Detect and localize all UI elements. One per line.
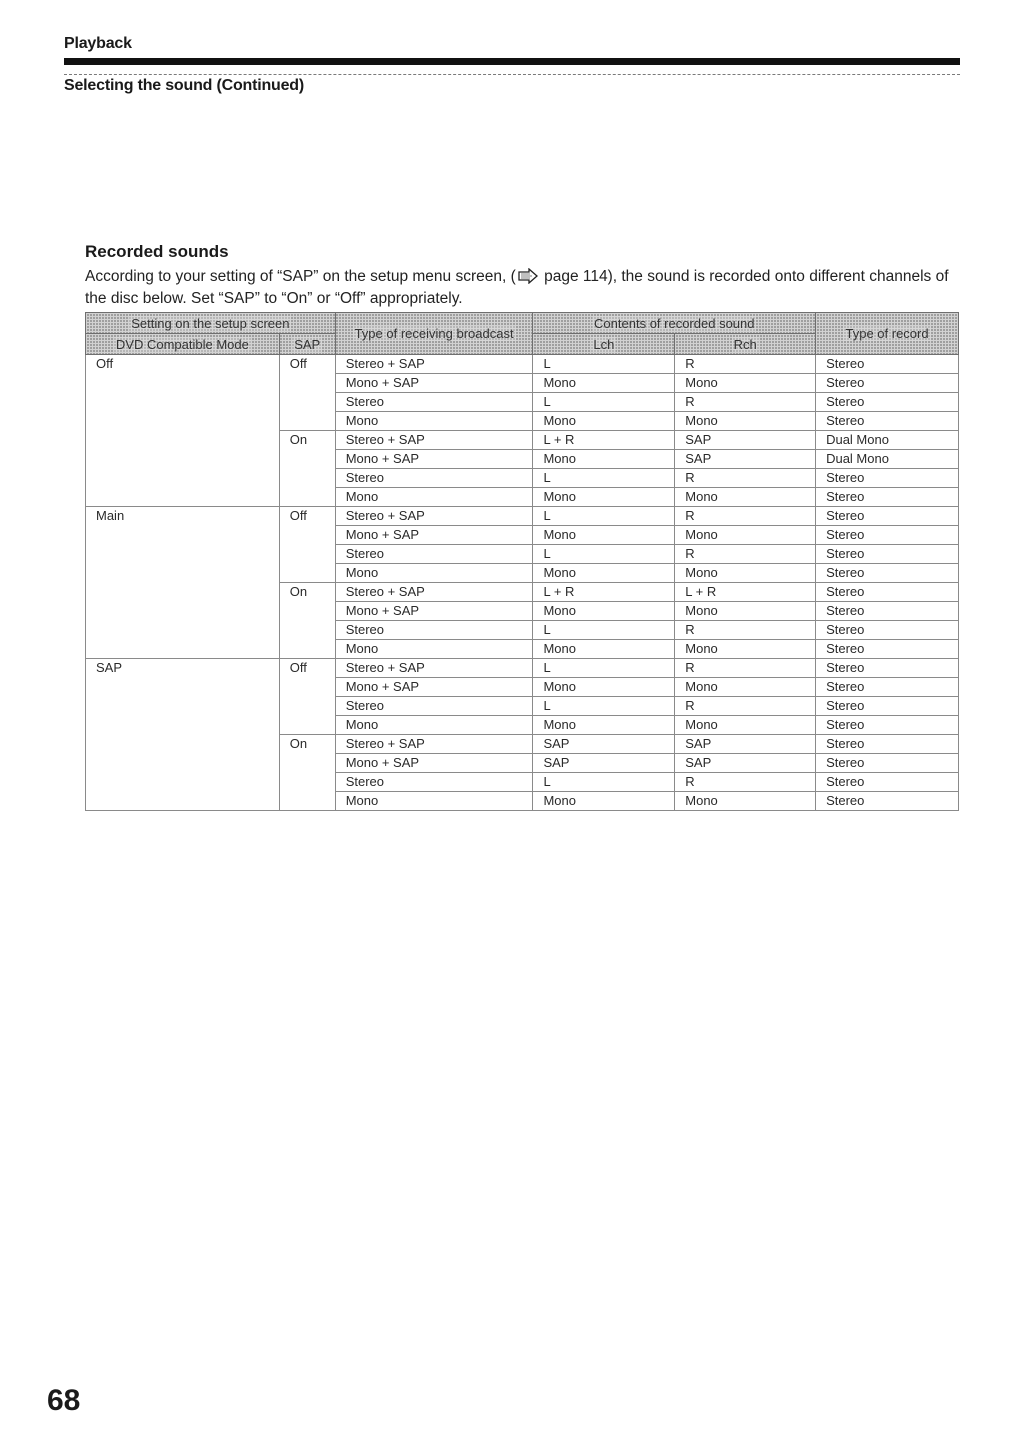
cell-rch: SAP (675, 431, 816, 450)
cell-rch: R (675, 393, 816, 412)
cell-rch: SAP (675, 450, 816, 469)
cell-rch: Mono (675, 412, 816, 431)
cell-broadcast: Mono + SAP (335, 678, 533, 697)
cell-rch: R (675, 469, 816, 488)
intro-text-end: page 114), the sound is recorded onto different channels of the disc below. Set “SAP” to “On” or “Off” appropriately. (85, 268, 949, 307)
cell-record-type: Dual Mono (816, 431, 959, 450)
cell-rch: R (675, 355, 816, 374)
cell-broadcast: Mono + SAP (335, 602, 533, 621)
cell-rch: R (675, 659, 816, 678)
cell-lch: L (533, 545, 675, 564)
cell-rch: Mono (675, 716, 816, 735)
cell-lch: Mono (533, 678, 675, 697)
cell-lch: Mono (533, 488, 675, 507)
table-row (86, 659, 959, 678)
cell-record-type: Stereo (816, 355, 959, 374)
cell-rch: L + R (675, 583, 816, 602)
cell-record-type: Stereo (816, 583, 959, 602)
header-rule-thick (64, 58, 960, 65)
cell-dvd-mode: Off (86, 355, 280, 507)
cell-dvd-mode: Main (86, 507, 280, 659)
cell-lch: L + R (533, 431, 675, 450)
section-title: Playback (64, 35, 132, 52)
cell-record-type: Stereo (816, 469, 959, 488)
cell-lch: L (533, 697, 675, 716)
cell-rch: SAP (675, 754, 816, 773)
table-row (86, 355, 959, 374)
cell-sap: Off (279, 507, 335, 583)
cell-broadcast: Stereo + SAP (335, 735, 533, 754)
cell-broadcast: Mono (335, 640, 533, 659)
cell-lch: L (533, 621, 675, 640)
cell-lch: Mono (533, 602, 675, 621)
cell-lch: L (533, 507, 675, 526)
cell-sap: On (279, 431, 335, 507)
cell-broadcast: Mono (335, 564, 533, 583)
cell-record-type: Stereo (816, 773, 959, 792)
cell-broadcast: Stereo (335, 393, 533, 412)
cell-broadcast: Stereo + SAP (335, 659, 533, 678)
cell-broadcast: Mono (335, 792, 533, 811)
intro-text-start: According to your setting of “SAP” on the setup menu screen, ( (85, 268, 516, 285)
cell-broadcast: Mono (335, 716, 533, 735)
cell-broadcast: Mono (335, 412, 533, 431)
cell-record-type: Stereo (816, 678, 959, 697)
cell-rch: Mono (675, 640, 816, 659)
header-lch: Lch (533, 334, 675, 355)
cell-rch: R (675, 507, 816, 526)
cell-lch: Mono (533, 412, 675, 431)
cell-rch: R (675, 545, 816, 564)
cell-lch: Mono (533, 640, 675, 659)
cell-lch: SAP (533, 735, 675, 754)
cell-rch: Mono (675, 526, 816, 545)
cell-broadcast: Stereo + SAP (335, 431, 533, 450)
intro-paragraph (85, 267, 965, 308)
cell-lch: Mono (533, 792, 675, 811)
cell-lch: L (533, 659, 675, 678)
cell-record-type: Stereo (816, 393, 959, 412)
subsection-title: Selecting the sound (Continued) (64, 77, 305, 94)
cell-broadcast: Mono + SAP (335, 526, 533, 545)
cell-rch: R (675, 697, 816, 716)
table-row (86, 507, 959, 526)
cell-record-type: Stereo (816, 374, 959, 393)
cell-rch: Mono (675, 488, 816, 507)
header-setting: Setting on the setup screen (86, 313, 336, 334)
cell-record-type: Stereo (816, 412, 959, 431)
header-contents: Contents of recorded sound (533, 313, 816, 334)
cell-broadcast: Mono (335, 488, 533, 507)
cell-record-type: Stereo (816, 621, 959, 640)
cell-dvd-mode: SAP (86, 659, 280, 811)
header-rule-thin (64, 74, 960, 75)
cell-broadcast: Stereo (335, 469, 533, 488)
cell-record-type: Stereo (816, 640, 959, 659)
cell-record-type: Stereo (816, 697, 959, 716)
cell-record-type: Stereo (816, 716, 959, 735)
cell-sap: On (279, 583, 335, 659)
recorded-sounds-heading: Recorded sounds (85, 242, 229, 261)
cell-sap: On (279, 735, 335, 811)
header-sap: SAP (279, 334, 335, 355)
cell-record-type: Stereo (816, 507, 959, 526)
cell-broadcast: Mono + SAP (335, 374, 533, 393)
cell-lch: Mono (533, 374, 675, 393)
cell-record-type: Stereo (816, 792, 959, 811)
header-record-type: Type of record (816, 313, 959, 355)
cell-lch: Mono (533, 526, 675, 545)
cell-broadcast: Stereo + SAP (335, 355, 533, 374)
header-broadcast: Type of receiving broadcast (335, 313, 533, 355)
cell-broadcast: Stereo + SAP (335, 507, 533, 526)
cell-rch: Mono (675, 792, 816, 811)
cell-broadcast: Stereo + SAP (335, 583, 533, 602)
cell-broadcast: Stereo (335, 773, 533, 792)
table-body (86, 355, 959, 811)
cell-broadcast: Stereo (335, 697, 533, 716)
cell-record-type: Stereo (816, 659, 959, 678)
cell-rch: Mono (675, 564, 816, 583)
cell-lch: Mono (533, 450, 675, 469)
cell-lch: L + R (533, 583, 675, 602)
page-reference-arrow-icon (518, 268, 538, 289)
cell-rch: SAP (675, 735, 816, 754)
cell-record-type: Dual Mono (816, 450, 959, 469)
cell-lch: L (533, 469, 675, 488)
cell-lch: SAP (533, 754, 675, 773)
page-number: 68 (47, 1384, 81, 1417)
cell-rch: Mono (675, 678, 816, 697)
cell-broadcast: Stereo (335, 545, 533, 564)
cell-record-type: Stereo (816, 602, 959, 621)
cell-record-type: Stereo (816, 526, 959, 545)
cell-record-type: Stereo (816, 488, 959, 507)
cell-rch: Mono (675, 374, 816, 393)
cell-rch: Mono (675, 602, 816, 621)
cell-record-type: Stereo (816, 564, 959, 583)
cell-sap: Off (279, 659, 335, 735)
cell-sap: Off (279, 355, 335, 431)
cell-rch: R (675, 773, 816, 792)
header-dvd-mode: DVD Compatible Mode (86, 334, 280, 355)
cell-lch: Mono (533, 564, 675, 583)
cell-lch: Mono (533, 716, 675, 735)
cell-broadcast: Mono + SAP (335, 754, 533, 773)
cell-lch: L (533, 393, 675, 412)
header-rch: Rch (675, 334, 816, 355)
cell-lch: L (533, 773, 675, 792)
cell-record-type: Stereo (816, 754, 959, 773)
cell-broadcast: Mono + SAP (335, 450, 533, 469)
cell-lch: L (533, 355, 675, 374)
recorded-sound-table (85, 312, 959, 811)
cell-rch: R (675, 621, 816, 640)
cell-record-type: Stereo (816, 735, 959, 754)
cell-broadcast: Stereo (335, 621, 533, 640)
cell-record-type: Stereo (816, 545, 959, 564)
